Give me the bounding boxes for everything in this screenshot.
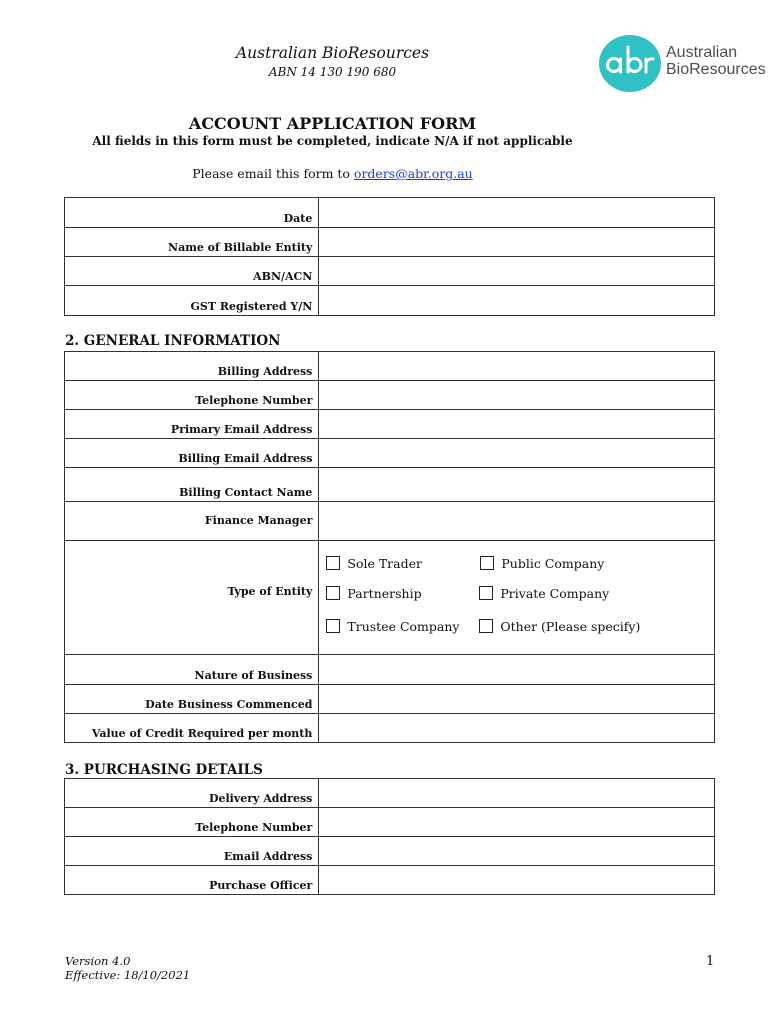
field-input-billing-email[interactable]	[319, 439, 715, 468]
field-input-billable-entity[interactable]	[319, 228, 715, 257]
field-label-credit-required: Value of Credit Required per month	[65, 714, 319, 743]
footer-version: Version 4.0	[65, 954, 131, 968]
option-trustee-company[interactable]	[326, 619, 459, 634]
abr-logo-icon	[599, 35, 661, 92]
checkbox-icon[interactable]	[326, 556, 340, 570]
field-input-date[interactable]	[319, 198, 715, 228]
field-input-gst[interactable]	[319, 286, 715, 316]
field-input-telephone[interactable]	[319, 381, 715, 410]
form-title: ACCOUNT APPLICATION FORM	[188, 114, 477, 133]
org-name: Australian BioResources	[235, 44, 430, 62]
checkbox-icon[interactable]	[479, 586, 493, 600]
form-subtitle: All fields in this form must be completed, indicate N/A if not applicable	[92, 134, 573, 148]
option-partnership[interactable]	[326, 586, 421, 601]
field-label-billing-contact: Billing Contact Name	[65, 468, 319, 502]
page-number: 1	[706, 954, 715, 969]
logo-text-line2: BioResources	[666, 61, 766, 78]
email-instruction	[0, 166, 665, 181]
billing-entity-table	[64, 197, 715, 316]
general-info-table	[64, 351, 715, 743]
option-label: Trustee Company	[347, 619, 460, 634]
option-public-company[interactable]	[480, 556, 604, 571]
logo-text-line1: Australian	[666, 44, 738, 61]
checkbox-icon[interactable]	[480, 556, 494, 570]
option-label: Partnership	[347, 586, 422, 601]
logo-text	[666, 44, 766, 78]
field-label-purchase-officer: Purchase Officer	[65, 866, 319, 895]
field-label-gst: GST Registered Y/N	[65, 286, 319, 316]
option-label: Private Company	[500, 586, 610, 601]
field-label-delivery-address: Delivery Address	[65, 779, 319, 808]
field-label-purchasing-telephone: Telephone Number	[65, 808, 319, 837]
option-other[interactable]	[479, 619, 640, 634]
field-input-billing-address[interactable]	[319, 352, 715, 381]
field-label-billing-address: Billing Address	[65, 352, 319, 381]
field-input-nature-business[interactable]	[319, 655, 715, 685]
field-label-abn-acn: ABN/ACN	[65, 257, 319, 286]
field-input-delivery-address[interactable]	[319, 779, 715, 808]
option-label: Public Company	[501, 556, 605, 571]
field-label-nature-business: Nature of Business	[65, 655, 319, 685]
option-label: Other (Please specify)	[500, 619, 641, 634]
field-input-purchasing-telephone[interactable]	[319, 808, 715, 837]
field-label-telephone: Telephone Number	[65, 381, 319, 410]
field-label-date: Date	[65, 198, 319, 228]
field-label-date-commenced: Date Business Commenced	[65, 685, 319, 714]
email-instruction-text: Please email this form to	[192, 166, 354, 181]
field-label-primary-email: Primary Email Address	[65, 410, 319, 439]
checkbox-icon[interactable]	[326, 586, 340, 600]
checkbox-icon[interactable]	[326, 619, 340, 633]
option-private-company[interactable]	[479, 586, 609, 601]
field-input-primary-email[interactable]	[319, 410, 715, 439]
purchasing-table	[64, 778, 715, 895]
option-label: Sole Trader	[347, 556, 422, 571]
email-link[interactable]: orders@abr.org.au	[353, 166, 473, 181]
entity-type-options	[319, 541, 715, 655]
footer-effective-date: Effective: 18/10/2021	[65, 968, 191, 982]
field-input-purchase-officer[interactable]	[319, 866, 715, 895]
section-heading-purchasing: 3. PURCHASING DETAILS	[65, 762, 263, 778]
option-sole-trader[interactable]	[326, 556, 422, 571]
org-abn: ABN 14 130 190 680	[268, 65, 397, 79]
field-label-billing-email: Billing Email Address	[65, 439, 319, 468]
field-input-credit-required[interactable]	[319, 714, 715, 743]
field-label-billable-entity: Name of Billable Entity	[65, 228, 319, 257]
field-input-purchasing-email[interactable]	[319, 837, 715, 866]
section-heading-general: 2. GENERAL INFORMATION	[65, 333, 281, 349]
field-input-date-commenced[interactable]	[319, 685, 715, 714]
checkbox-icon[interactable]	[479, 619, 493, 633]
footer-version-block	[65, 954, 190, 982]
field-label-entity-type: Type of Entity	[65, 541, 319, 655]
field-input-finance-manager[interactable]	[319, 502, 715, 541]
field-label-finance-manager: Finance Manager	[65, 502, 319, 541]
field-input-abn-acn[interactable]	[319, 257, 715, 286]
field-input-billing-contact[interactable]	[319, 468, 715, 502]
field-label-purchasing-email: Email Address	[65, 837, 319, 866]
